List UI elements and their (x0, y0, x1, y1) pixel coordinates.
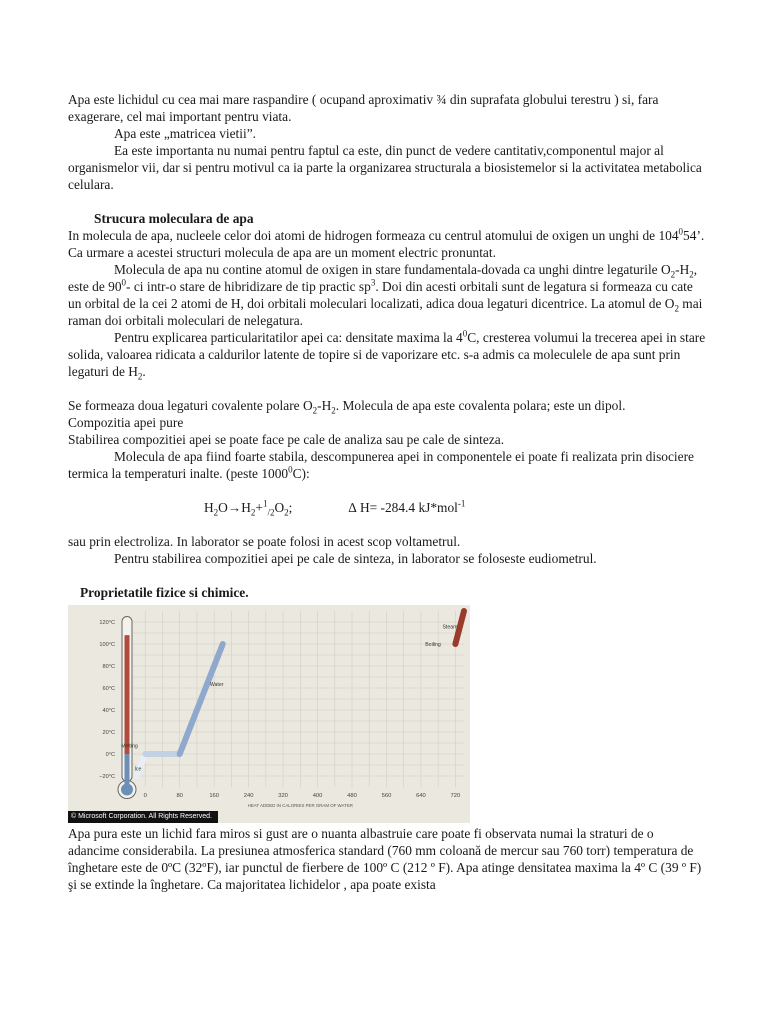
heating-curve-figure (68, 605, 470, 823)
y-tick-label: −20°C (99, 774, 115, 780)
x-axis-label: HEAT ADDED IN CALORIES PER GRAM OF WATER (247, 803, 353, 808)
x-tick-label: 560 (381, 793, 392, 799)
paragraph: Apa pura este un lichid fara miros si gust are o nuanta albastruie care poate fi observata numai la straturi de o adancime considerabila. La presiunea atmosferica standard (760 mm coloană de mercur sau 760 torr) temperatura de înghetare este de 0ºC (32ºF), iar punctul de fierbere de 100º C (212 º F). Apa atinge densitatea maxima la 4º C (39 º F) şi se extinde la înghetare. Ca majoritatea lichidelor , apa poate exista (68, 826, 702, 892)
annotation-melting: Melting (121, 743, 138, 750)
x-tick-label: 480 (347, 793, 357, 799)
annotation-water: Water (209, 681, 224, 688)
x-tick-label: 400 (312, 793, 323, 799)
paragraph: Molecula de apa nu contine atomul de oxigen in stare fundamentala-dovada ca unghi dintre legaturile $O_2-H_2$, este de $90^0-$ ci intr-o stare de hibridizare de tip practic $sp^3$. Doi din acesti orbitali sunt de legatura si formeaza cu cate un orbital de la cei 2 atomi de H, doi orbitali moleculari localizati, adica doua legaturi dicentrice. La atomul de $O_2$ mai raman doi orbitali moleculari de nelegatura. (68, 262, 703, 328)
heating-curve-chart (68, 605, 470, 823)
paragraph: Se formeaza doua legaturi covalente polare $O_2-H_2$. Molecula de apa este covalenta polara; este un dipol. (68, 398, 626, 416)
y-tick-label: 40°C (102, 708, 115, 714)
paragraph: Apa este lichidul cu cea mai mare raspandire ( ocupand aproximativ ¾ din suprafata globului terestru ) si, fara exagerare, cel mai important pentru viata. (68, 92, 659, 124)
y-tick-label: 20°C (102, 730, 115, 736)
section-heading: Proprietatile fizice si chimice. (80, 585, 249, 600)
section-heading: Strucura moleculara de apa (94, 211, 254, 226)
document-body (68, 91, 708, 893)
annotation-ice: Ice (134, 766, 142, 773)
x-tick-label: 160 (209, 793, 219, 799)
paragraph: Molecula de apa fiind foarte stabila, descompunerea apei in componentele ei poate fi realizata prin disociere termica la temperaturi inalte. (peste 1000$^0$C): (68, 449, 695, 481)
paragraph: Compozitia apei pure (68, 415, 184, 430)
y-tick-label: 80°C (102, 664, 115, 670)
chemical-equation: $H_2O\to H_2+^1_{/2}O_2$; ∆ H= -284.4 kJ*mol$^{-1}$ (204, 498, 466, 518)
paragraph: Stabilirea compozitiei apei se poate face pe cale de analiza sau pe cale de sinteza. (68, 432, 505, 447)
paragraph: Apa este „matricea vietii”. (114, 126, 257, 141)
x-tick-label: 240 (243, 793, 254, 799)
annotation-steam: Steam (442, 624, 458, 631)
x-tick-label: 0 (143, 793, 147, 799)
y-tick-label: 120°C (99, 620, 115, 626)
paragraph: Pentru explicarea particularitatilor apei ca: densitate maxima la $4^0C$, cresterea volumui la trecerea apei in stare solida, valoarea ridicata a caldurilor latente de topire si de vaporizare etc. s-a admis ca moleculele de apa sunt prin legaturi de $H_2$. (68, 328, 706, 382)
thermometer-bulb-fill (121, 784, 133, 796)
y-tick-label: 60°C (102, 686, 115, 692)
paragraph: Ea este importanta nu numai pentru faptul ca este, din punct de vedere cantitativ,componentul major al organismelor vii, dar si pentru motivul ca ia parte la organizarea structurala a biosistemelor si la activitatea metabolica celulara. (68, 143, 702, 192)
series-line-ice (137, 754, 146, 776)
thermometer-red-column (125, 635, 130, 754)
annotation-boiling: Boiling (425, 642, 441, 649)
paragraph: sau prin electroliza. In laborator se poate folosi in acest scop voltametrul. (68, 534, 461, 549)
x-tick-label: 640 (416, 793, 426, 799)
y-tick-label: 100°C (99, 642, 115, 648)
copyright-notice: © Microsoft Corporation. All Rights Reserved. (68, 811, 218, 823)
x-tick-label: 320 (278, 793, 288, 799)
y-tick-label: 0°C (105, 752, 115, 758)
x-tick-label: 720 (450, 793, 461, 799)
x-tick-label: 80 (176, 793, 183, 799)
paragraph: Pentru stabilirea compozitiei apei pe cale de sinteza, in laborator se foloseste eudiometrul. (114, 551, 597, 566)
paragraph: In molecula de apa, nucleele celor doi atomi de hidrogen formeaza cu centrul atomului de oxigen un unghi de $104^054$’. Ca urmare a acestei structuri molecula de apa are un moment electric pronuntat. (68, 226, 705, 260)
